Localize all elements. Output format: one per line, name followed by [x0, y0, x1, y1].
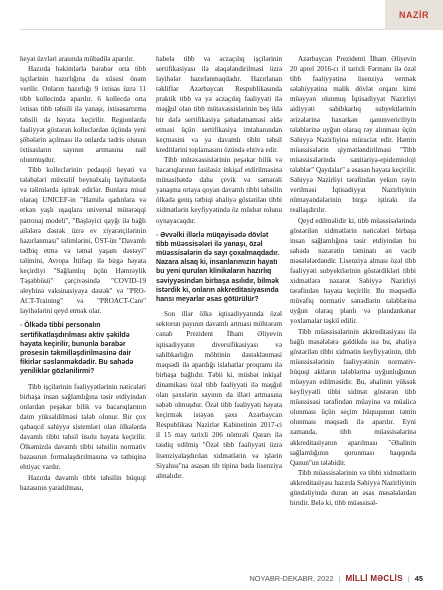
section-tab — [385, 0, 443, 30]
footer-separator: | — [338, 573, 341, 583]
paragraph: Son illər ölkə iqtisadiyyatında özəl sektorun payının davamlı artması möhtərəm cənab Prezident İlham Əliyevin iqtisadiyyatın diversifikasiyası və sahibkarlığın möhtinin dəstəklənməsi məqsədi ilə apardığı islahatlar proqramı ilə birbaşa bağlıdır. Təbii ki, müsbət inkişaf dinamikası özəl tibb fəaliyyəti ilə məşğul olan şəxslərin sayının da illəri artmasına səbəb olmuşdur. Özəl tibb fəaliyyəti həyata keçirmək istəyən şəxs Azərbaycan Respublikası Nazirlər Kabinetinin 2017-ci il 15 may tarixli 206 nömrəli Qərarı ilə təsdiq edilmiş "Özəl tibb fəaliyyəti üzrə lisenziyalaşdırılan xidmətlərin və işlərin Siyahısı"na əsasən tib tipinə bədə lisenziya almalıdır. — [156, 310, 282, 480]
column-1 — [20, 54, 146, 493]
paragraph: Hazırda həkimlərlə bərabər orta tibb işçilərinin hazırlığına da xüsusi önəm verilir. Onların hazırlığı 9 ixtisas üzrə 11 tibb kollecində aparılır. 6 kollecdə orta ixtisas tibb təhsili ilə yanaşı, ixtisasartırma təhsili də həyata keçirilir. Regionlarda fəaliyyət göstərən kolleclərdən üçündə yeni şöbələrin açılması ilə onlarda tədris olunan ixtisasların sayının artmasına nail olunmuşdur. — [20, 65, 146, 164]
footer-separator: | — [407, 573, 410, 583]
paragraph: Hazırda davamlı tibbi təhsilin hüquqi bazasının yaradılması, — [20, 473, 146, 492]
paragraph: habelə tibb və əczaçılıq işçilərinin sertifikasiyası ilə əlaqələndirilməsi üzrə layihələr hazırlanmaqdadır. Hazırlanan təkliflər Azərbaycan Respublikasında praktik tibb və yə əczaçılıq fəaliyyəti ilə məşğul olan tibb mütəxəssislərinin beş ildə bir dəfə sertifikasiya şəhadətnaməsi əldə etməsi üçün sertifikasiya imtahanından keçməsini və ya davamlı tibbi təhsil kreditlərini toplamasını özündə ehtiva edir. — [156, 55, 282, 154]
interview-question — [20, 321, 146, 376]
page-footer — [249, 572, 423, 584]
paragraph: Tibb işçilərinin fəaliyyətlərinin nəticələri birbaşa insan sağlamlığına təsir etdiyindən onlardan peşəkar bilik və bacarıqlarının daim yüksəldilməsi tələb olunur. Bir çox qabaqcıl səhiyyə sistemləri olan ölkələrdə davamlı tibbi təhsil üsulu həyata keçirilir. Ölkəmizdə davamlı tibbi təhsilin normativ bazasının formalaşdırılmasına və tətbiqinə ehtiyac vardır. — [20, 382, 146, 472]
column-3 — [290, 54, 416, 508]
question-text: Ölkədə tibbi personalın sertifikatlaşdırılması aktiv şəkildə həyata keçirilir, bununla bərabər prosesin təkmilləşdirilməsinə dair fikirlər səslənməkdədir. Bu sahədə yeniliklər gözlənilirmi? — [20, 322, 134, 376]
section-label: NAZİR — [399, 10, 429, 20]
magazine-brand: MİLLİ MƏCLİS — [345, 573, 403, 583]
issue-date: NOYABR-DEKABR, 2022 — [249, 573, 334, 583]
paragraph: Qeyd edilməlidir ki, tibb müəssisələrində göstərilən xidmətlərin nəticələri birbaşa insan sağlamlığına təsir etdiyindən bu sahədə nəzarətin təminatı ən vacib məsələlərdəndir. Lisenziya alması özəl tibb fəaliyyəti subyektlərinin göstərdikləri tibbi xidmətlərə nəzarət Səhiyyə Nazirliyi tərəfindən həyata keçirilir. Bu məqsədlə müvafiq normativ sənədlərin tələblərinə uyğun olaraq planlı və plandankənar yoxlamalar təşkil edilir. — [290, 216, 416, 326]
question-text: Əvvəlki illərlə müqayisədə dövlət tibb müəssisələri ilə yanaşı, özəl müəssisələrin də sayı çoxalmaqdadır. Nazara alsaq ki, insanlarımızın hayatı bu yeni qurulan klinikaların hazırlıq səviyyəsindən birbaşa asılıdır, bilmək istərdik ki, onların akkreditasiyasında hansı meyarlar əsas götürülür? — [156, 231, 280, 304]
question-bullet-icon: - — [156, 231, 161, 239]
header-rule — [20, 29, 385, 30]
column-2 — [156, 54, 282, 481]
paragraph: Tibb mütəxəssislərinin peşəkar bilik və bacarıqlarının fasiləsiz inkişaf etdirilməsinə münasibətdə daha çevik və səmərəli yanaşma ortaya qoyan davamlı tibbi təhsilin ölkədə geniş tətbiqi əhaliyə göstərilən tibbi xidmətlərin keyfiyyətində öz müsbət rolunu oynayacaqdır. — [156, 155, 282, 225]
paragraph: Tibb müəssisələrinin akkreditasiyası ilə bağlı məsələlərə gəldikdə isə bu, əhaliyə göstərilən tibbi xidmətin keyfiyyətinin, tibb müəssisələrinin fəaliyyətinin normativ-hüquqi aktların tələblərinə uyğunluğunun müəyyən edilməsidir. Bu, əhalinin yüksək keyfiyyətli tibbi xidmət göstərən tibb müəssisəsi tərəfindən müayinə və müalicə olunması üçün seçim hüququnun təmin olunması məqsədi ilə aparılır. Eyni zamanda, tibb müəssisələrinə akkreditasiyanın aparılması "Əhalinin sağlamlığının qorunması haqqında Qanun"un tələbidir. — [290, 327, 416, 467]
page-number: 45 — [414, 573, 423, 583]
paragraph: heyət üzvləri arasında mübadilə aparılır. — [20, 55, 135, 63]
interview-question — [156, 231, 282, 305]
paragraph: Tibb müəssisələrinin və tibbi xidmətlərin akkreditasiyası hazırda Səhiyyə Nazirliyinin gündəliyində duran ən əsas məsələlərdən biridir. Belə ki, tibb müəssisəl- — [290, 468, 416, 508]
paragraph: Azərbaycan Prezidenti İlham Əliyevin 20 aprel 2016-cı il tarixli Fərmanı ilə özəl tibb fəaliyyətinə lisenziya vermək səlahiyyətinə malik dövlət orqanı kimi müəyyən olunmuş İqtisadiyyat Nazirliyi aidiyyəti sahibkarlıq subyektlərinin ərizələrinə baxarkən qanunvericiliyin tələblərinə uyğun olaraq rəy alınması üçün Səhiyyə Nazirliyinə müraciət edir. Həmin müəssisələrin qiymətləndirilməsi "Tibb müəssisələrində sanitariya-epidemioloji tələblər" Qaydalar" a əsasən həyata keçirilir. Səhiyyə Nazirliyi tərəfindən yekun rəyin verilməsi İqtisadiyyat Nazirliyinin nümayəndələrinin birgə iştirakı ilə reallaşdırılır. — [290, 55, 416, 215]
question-bullet-icon: - — [20, 322, 25, 330]
paragraph: Tibb kolleclərinin pedaqoji heyəti və tələbələri müxtəlif beynəlxalq layihələrdə və təlimlərdə iştirak edirlər. Bunlara misal olaraq UNICEF-in "Hamilə qadınlara və erkən yaşlı uşaqlara universal mütərəqqi patronaj modeli", "Bəşləyici qayğı ilə bağlı ailələrə dəstək üzrə ev ziyarətçilərinin hazırlanması" təlimlərini, ÜST-ün "Davamlı tədbiq etmə və təməl yaşam dəstəyi" təlimini, Avropa İttifaqı ilə birgə həyata keçirdiyi "Sağlamlıq üçün Həmrəylik Təşəbbüsü" çərçivəsində "COVID-19 əleyhinə vaksinasiyaya dəstək" və "PRO-ACT-Training" və "PROACT-Care" layihələrini qeyd etmək olar. — [20, 166, 146, 316]
